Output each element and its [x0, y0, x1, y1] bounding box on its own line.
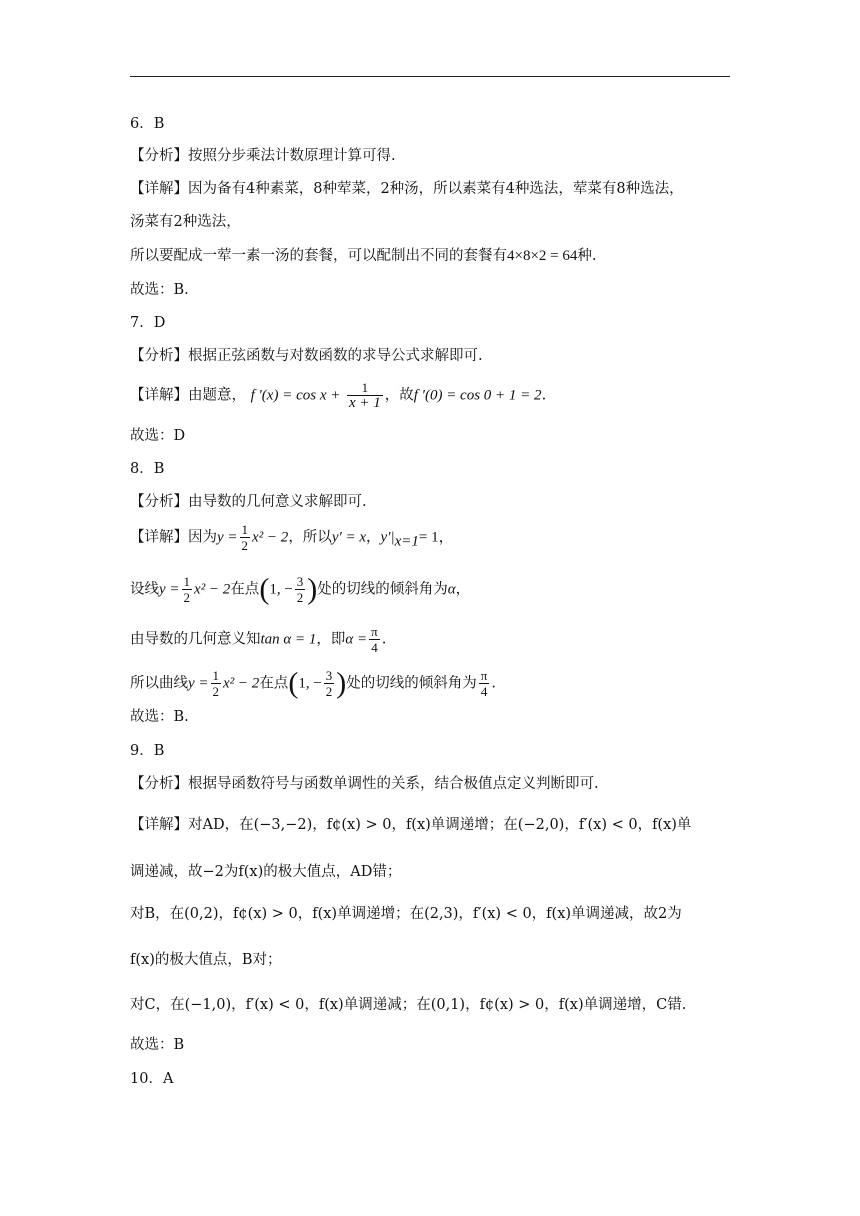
q8-l3-mid: ，即 [316, 631, 346, 648]
q8-l2-pt-num: 3 [296, 574, 304, 589]
q8-sub-x1: x=1 [394, 533, 419, 550]
q7-frac-den: x + 1 [348, 395, 381, 411]
q8-yprime: y′ = x [331, 529, 367, 546]
q7-value-expr: f ′(0) = cos 0 + 1 = 2 [413, 387, 542, 404]
q8-x2-expr: x² − 2 [252, 529, 289, 546]
q6-detail-text: 所以要配成一荤一素一汤的套餐，可以配制出不同的套餐有 [130, 248, 507, 264]
q8-l4-point-x: 1, − [298, 675, 322, 692]
q9-detail-line4: f(x)的极大值点，B对； [130, 952, 282, 968]
q8-l4-four: 4 [480, 684, 488, 699]
q8-detail-line1 [130, 522, 454, 553]
q8-l4-rparen: ) [336, 666, 347, 700]
q7-analysis: 【分析】根据正弦函数与对数函数的求导公式求解即可. [130, 348, 483, 364]
q8-l4-period: . [491, 675, 496, 692]
q8-l4-x2-expr: x² − 2 [223, 675, 260, 692]
q6-product-expr: 4×8×2 = 64 [507, 248, 578, 264]
q9-analysis: 【分析】根据导函数符号与函数单调性的关系，结合极值点定义判断即可. [130, 776, 599, 792]
q8-l2-y-eq: y = [159, 581, 180, 598]
header-rule [130, 76, 730, 77]
q8-l4-half-num: 1 [212, 668, 220, 683]
q7-answer: 故选：D [130, 428, 186, 444]
q6-detail-line1: 【详解】因为备有4种素菜，8种荤菜，2种汤，所以素菜有4种选法，荤菜有8种选法， [130, 181, 684, 197]
q8-l4-tail: 处的切线的倾斜角为 [346, 675, 477, 692]
q8-l2-pt-den: 2 [296, 590, 304, 605]
q8-half-frac [240, 522, 251, 553]
q8-detail-line3 [130, 624, 386, 655]
q8-l2-at-point: 在点 [230, 581, 260, 598]
q8-yprime-at: y′| [380, 529, 395, 546]
q8-l4-lparen: ( [288, 666, 299, 700]
q8-y-eq: y = [217, 529, 238, 546]
q8-l2-alpha: α [447, 581, 456, 598]
q8-l3-period: . [381, 631, 387, 648]
q6-answer: 故选：B. [130, 282, 189, 298]
q8-l2-half-num: 1 [183, 574, 191, 589]
q8-detail-line2 [130, 574, 470, 605]
q9-detail-line3: 对B，在(0,2)，f¢(x) > 0，f(x)单调递增；在(2,3)，f′(x) < 0，f(x)单调递减，故2为 [130, 906, 682, 922]
q7-derivative-expr: f ′(x) = cos x + [250, 387, 341, 404]
q8-pi-frac [369, 624, 380, 655]
q8-l2-x2-expr: x² − 2 [194, 581, 231, 598]
q8-l2-prefix: 设线 [130, 581, 159, 598]
q8-l4-half-frac [211, 668, 222, 699]
q8-l2-half-den: 2 [183, 590, 191, 605]
q8-l4-prefix: 所以曲线 [130, 675, 188, 692]
q7-end: . [541, 387, 547, 404]
q9-detail-line5: 对C，在(−1,0)，f′(x) < 0，f(x)单调递减；在(0,1)，f¢(x) > 0，f(x)单调递增，C错. [130, 997, 687, 1013]
q8-l1-prefix: 【详解】因为 [130, 529, 217, 546]
q6-heading: 6．B [130, 116, 165, 132]
q7-frac-num: 1 [347, 380, 383, 396]
q9-heading: 9．B [130, 743, 165, 759]
q8-eq1: = 1， [418, 529, 454, 546]
q8-l2-lparen: ( [259, 572, 270, 606]
q7-fraction [347, 380, 383, 411]
q10-heading: 10．A [130, 1071, 174, 1087]
q8-l4-at-point: 在点 [259, 675, 289, 692]
q8-l2-comma: ， [455, 581, 471, 598]
q8-tan-expr: tan α = 1 [260, 631, 317, 648]
q8-answer: 故选：B. [130, 709, 189, 725]
q8-analysis: 【分析】由导数的几何意义求解即可. [130, 494, 367, 510]
q8-pi: π [371, 624, 378, 639]
q8-l3-prefix: 由导数的几何意义知 [130, 631, 261, 648]
q9-detail-line1: 【详解】对AD，在(−3,−2)，f¢(x) > 0，f(x)单调递增；在(−2,0)，f′(x) < 0，f(x)单 [130, 817, 692, 833]
q7-detail-mid: ，故 [384, 387, 414, 404]
q8-heading: 8．B [130, 461, 165, 477]
q6-detail-line2: 汤菜有2种选法， [130, 214, 241, 230]
q8-l4-pi: π [480, 668, 488, 683]
q8-l2-point-x: 1, − [269, 581, 293, 598]
q8-l2-point-frac [295, 574, 306, 605]
q6-analysis: 【分析】按照分步乘法计数原理计算可得. [130, 148, 396, 164]
q8-l1-sep: ， [366, 529, 381, 546]
q7-detail-prefix: 【详解】由题意， [130, 387, 246, 404]
q8-four: 4 [371, 640, 378, 655]
q8-detail-line4 [130, 668, 496, 699]
q8-l2-tail: 处的切线的倾斜角为 [317, 581, 448, 598]
q8-l4-half-den: 2 [212, 684, 220, 699]
q7-detail [130, 380, 546, 411]
q8-l1-mid: ，所以 [288, 529, 332, 546]
q8-l4-y-eq: y = [188, 675, 209, 692]
q9-detail-line2: 调递减，故−2为f(x)的极大值点，AD错； [130, 864, 402, 880]
q8-half-den: 2 [241, 538, 249, 553]
q8-l4-pi-frac [479, 668, 490, 699]
q8-alpha-eq: α = [345, 631, 368, 648]
q8-l4-pt-num: 3 [325, 668, 333, 683]
q8-l4-pt-den: 2 [325, 684, 333, 699]
q7-heading: 7．D [130, 315, 166, 331]
q8-l2-rparen: ) [307, 572, 318, 606]
q6-unit: 种. [577, 248, 597, 264]
q6-detail-line3 [130, 246, 597, 266]
q9-answer: 故选：B [130, 1037, 185, 1053]
q8-l4-point-frac [324, 668, 335, 699]
q8-l2-half-frac [182, 574, 193, 605]
q8-half-num: 1 [241, 522, 249, 537]
